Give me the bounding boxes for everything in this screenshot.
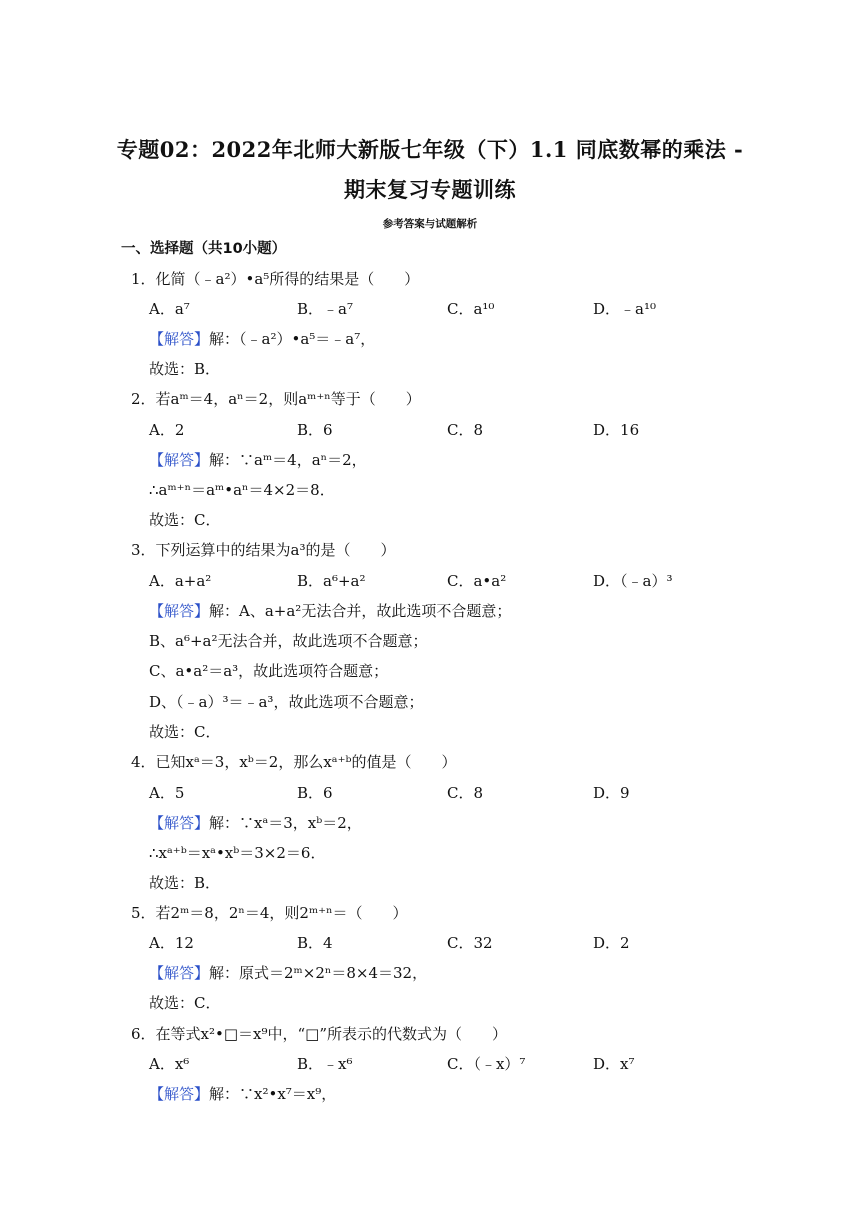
- option-b: B．a⁶+a²: [297, 572, 366, 590]
- option-d: D．x⁷: [593, 1055, 635, 1073]
- solution-text: 解：∵x²•x⁷＝x⁹，: [209, 1085, 337, 1103]
- solution-line: [149, 1084, 336, 1104]
- solution-line: 故选：C．: [149, 511, 221, 529]
- solution-line: ∴aᵐ⁺ⁿ＝aᵐ•aⁿ＝4×2＝8．: [149, 481, 335, 499]
- solution-line: 故选：B．: [149, 874, 221, 892]
- solution-text: 解：原式＝2ᵐ×2ⁿ＝8×4＝32，: [209, 964, 428, 982]
- option-a: A．x⁶: [149, 1055, 190, 1073]
- answer-tag: 【解答】: [149, 814, 210, 832]
- question-stem: 2．若aᵐ＝4，aⁿ＝2，则aᵐ⁺ⁿ等于（ ）: [131, 390, 421, 408]
- solution-line: C、a•a²＝a³，故此选项符合题意；: [149, 662, 389, 680]
- option-d: D．2: [593, 934, 630, 952]
- answer-tag: 【解答】: [149, 330, 210, 348]
- question-stem: 3．下列运算中的结果为a³的是（ ）: [131, 541, 396, 559]
- solution-line: [149, 450, 367, 470]
- question-stem: 6．在等式x²•□＝x⁹中，“□”所表示的代数式为（ ）: [131, 1025, 508, 1043]
- answer-tag: 【解答】: [149, 451, 210, 469]
- solution-line: D、（﹣a）³＝﹣a³，故此选项不合题意；: [149, 693, 424, 711]
- solution-line: [149, 601, 511, 621]
- solution-text: 解：（﹣a²）•a⁵＝﹣a⁷，: [209, 330, 376, 348]
- option-a: A．5: [149, 784, 185, 802]
- answer-tag: 【解答】: [149, 602, 210, 620]
- option-d: D．16: [593, 421, 640, 439]
- page-title-line-2: 期末复习专题训练: [344, 177, 516, 202]
- option-d: D．﹣a¹⁰: [593, 300, 656, 318]
- solution-line: 故选：C．: [149, 723, 221, 741]
- option-c: C．32: [447, 934, 493, 952]
- option-b: B．4: [297, 934, 333, 952]
- option-b: B．﹣a⁷: [297, 300, 353, 318]
- solution-line: 故选：B．: [149, 360, 221, 378]
- solution-line: [149, 813, 362, 833]
- option-c: C．（﹣x）⁷: [447, 1055, 526, 1073]
- option-c: C．8: [447, 421, 484, 439]
- solution-line: 故选：C．: [149, 994, 221, 1012]
- option-a: A．a+a²: [149, 572, 212, 590]
- option-c: C．a¹⁰: [447, 300, 495, 318]
- question-stem: 5．若2ᵐ＝8，2ⁿ＝4，则2ᵐ⁺ⁿ＝（ ）: [131, 904, 408, 922]
- solution-line: [149, 963, 427, 983]
- page-title-line-1: 专题02：2022年北师大新版七年级（下）1.1 同底数幂的乘法 -: [116, 137, 744, 162]
- option-c: C．8: [447, 784, 484, 802]
- solution-line: [149, 329, 375, 349]
- option-a: A．2: [149, 421, 185, 439]
- option-a: A．a⁷: [149, 300, 190, 318]
- option-b: B．6: [297, 421, 333, 439]
- answer-tag: 【解答】: [149, 964, 210, 982]
- option-d: D．9: [593, 784, 630, 802]
- page-subtitle: 参考答案与试题解析: [382, 218, 478, 230]
- solution-line: B、a⁶+a²无法合并，故此选项不合题意；: [149, 632, 428, 650]
- option-d: D．（﹣a）³: [593, 572, 673, 590]
- option-c: C．a•a²: [447, 572, 507, 590]
- solution-line: ∴xᵃ⁺ᵇ＝xᵃ•xᵇ＝3×2＝6．: [149, 844, 326, 862]
- solution-text: 解：∵xᵃ＝3，xᵇ＝2，: [209, 814, 362, 832]
- option-b: B．6: [297, 784, 333, 802]
- section-heading: 一、选择题（共10小题）: [121, 241, 287, 257]
- solution-text: 解：A、a+a²无法合并，故此选项不合题意；: [209, 602, 512, 620]
- solution-text: 解：∵aᵐ＝4，aⁿ＝2，: [209, 451, 367, 469]
- answer-tag: 【解答】: [149, 1085, 210, 1103]
- option-b: B．﹣x⁶: [297, 1055, 353, 1073]
- option-a: A．12: [149, 934, 194, 952]
- question-stem: 4．已知xᵃ＝3，xᵇ＝2，那么xᵃ⁺ᵇ的值是（ ）: [131, 753, 457, 771]
- question-stem: 1．化简（﹣a²）•a⁵所得的结果是（ ）: [131, 270, 420, 288]
